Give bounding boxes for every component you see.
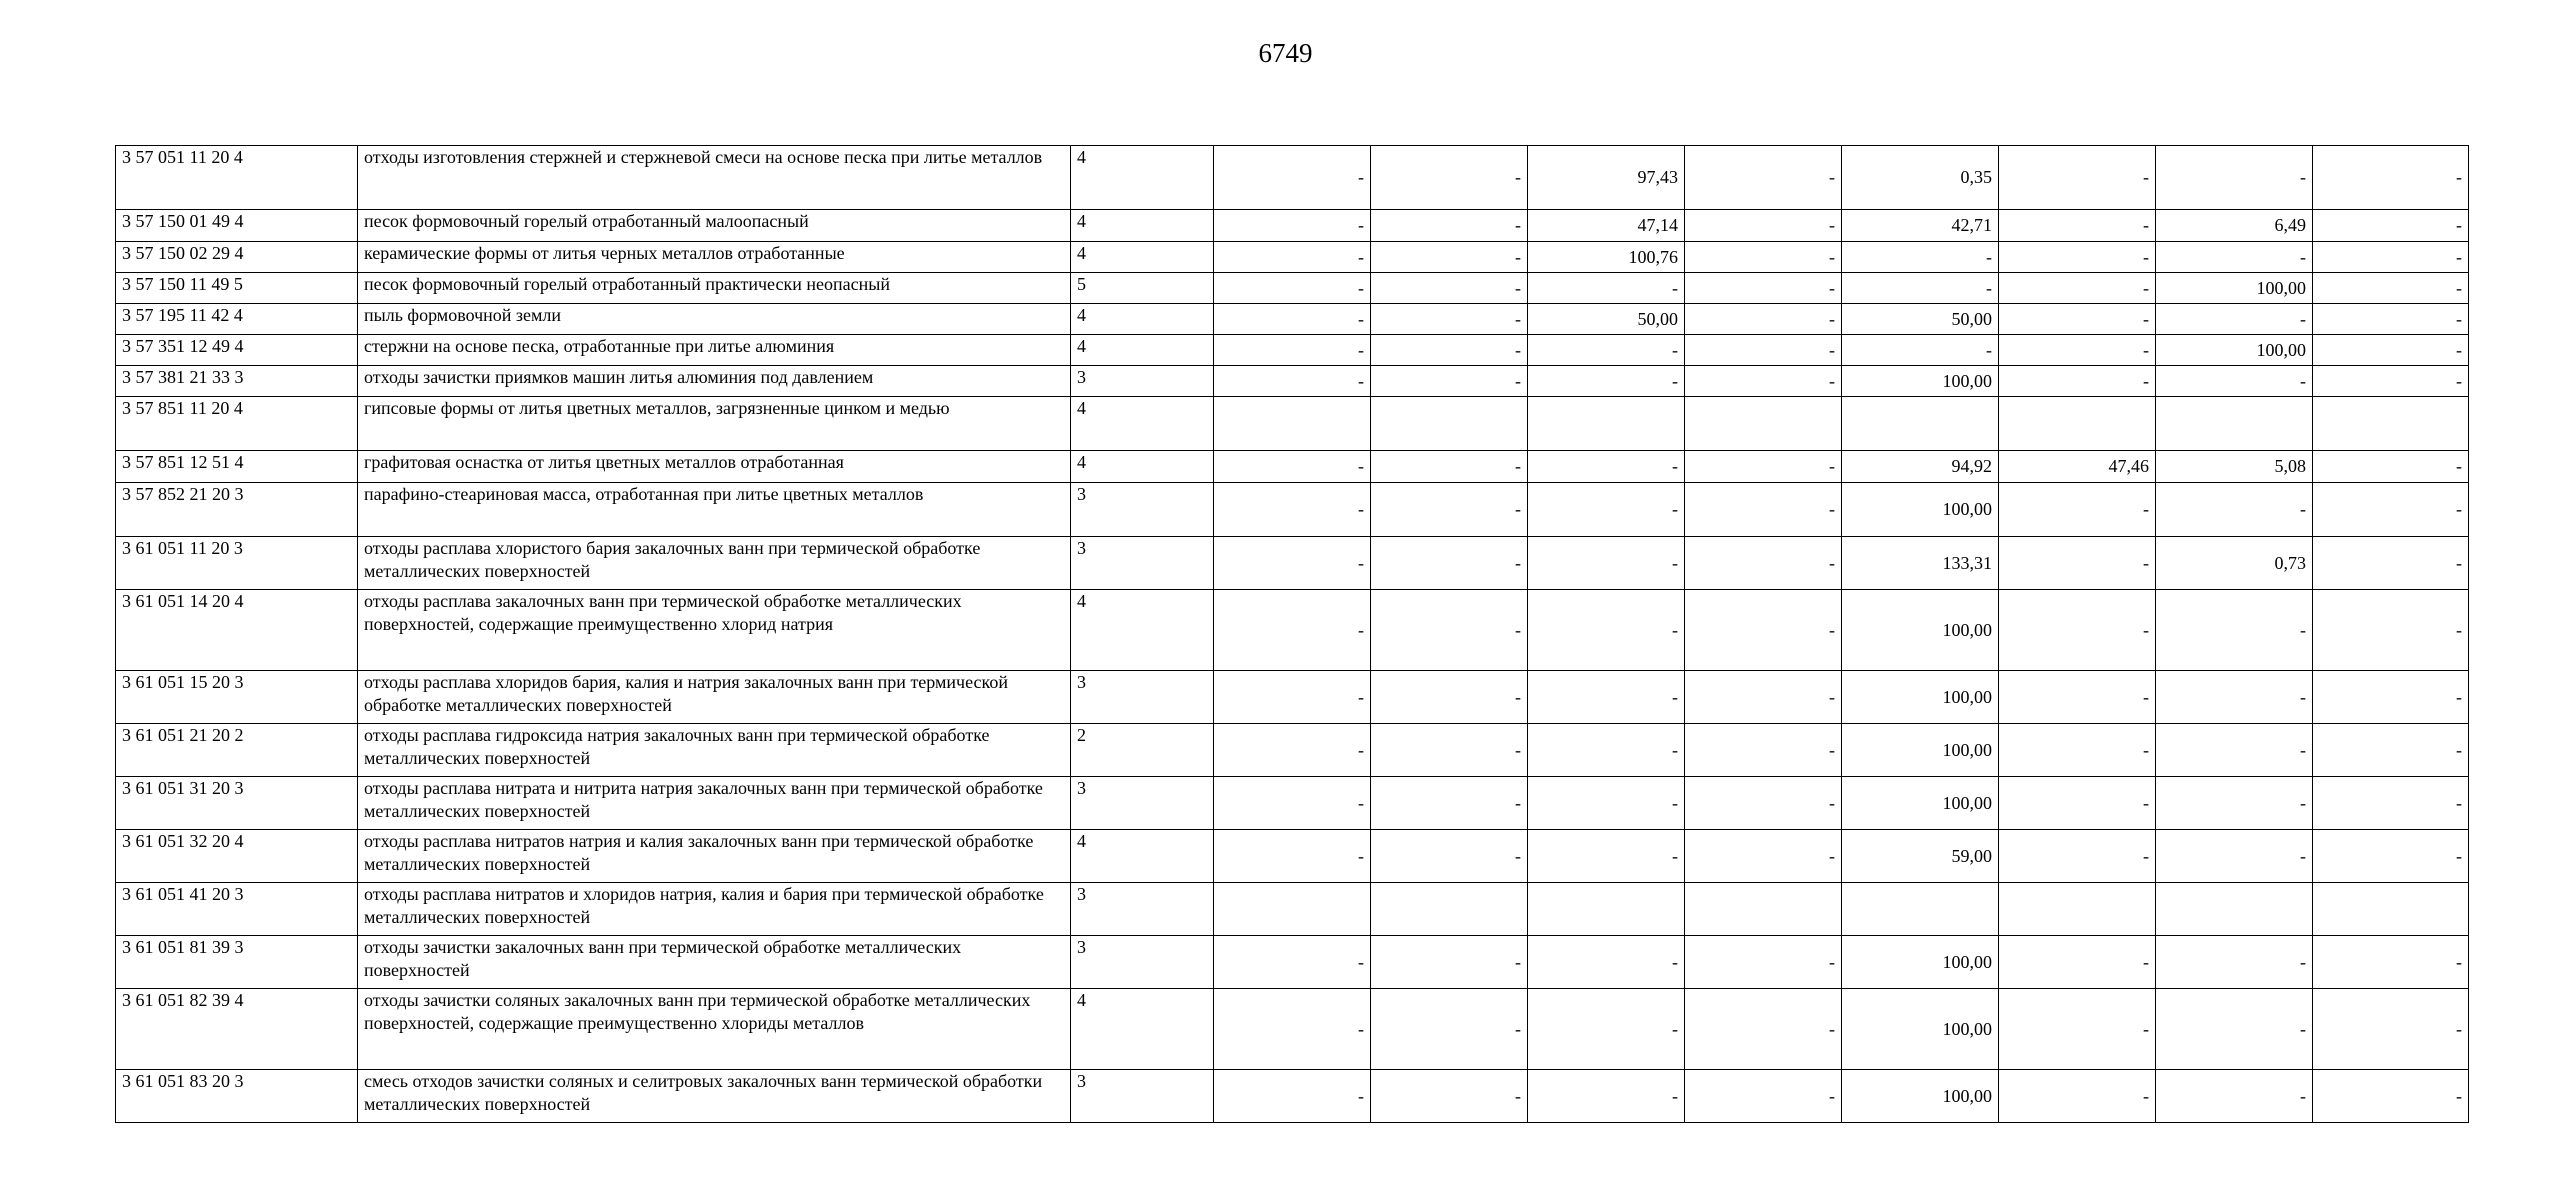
value-cell: - (2313, 989, 2469, 1070)
value-cell: - (1528, 451, 1685, 483)
hazard-class-cell: 3 (1071, 366, 1214, 397)
value-cell: - (1214, 537, 1371, 590)
value-cell: - (1528, 777, 1685, 830)
waste-name-cell: отходы расплава хлоридов бария, калия и натрия закалочных ванн при термической обработке металлических поверхностей (358, 671, 1071, 724)
hazard-class-cell: 3 (1071, 936, 1214, 989)
value-cell: - (1528, 830, 1685, 883)
value-cell: - (1214, 451, 1371, 483)
waste-name-cell: отходы зачистки закалочных ванн при термической обработке металлических поверхностей (358, 936, 1071, 989)
value-cell: - (1999, 1070, 2156, 1123)
value-cell: - (2313, 777, 2469, 830)
waste-code-cell: 3 61 051 11 20 3 (116, 537, 358, 590)
value-cell: - (1528, 335, 1685, 366)
value-cell: - (1528, 671, 1685, 724)
value-cell (2313, 883, 2469, 936)
table-row (116, 366, 2469, 397)
value-cell (2156, 397, 2313, 451)
waste-code-cell: 3 57 851 12 51 4 (116, 451, 358, 483)
value-cell: - (1685, 671, 1842, 724)
value-cell: 47,14 (1528, 210, 1685, 242)
table-row (116, 936, 2469, 989)
value-cell (1999, 883, 2156, 936)
table-row (116, 830, 2469, 883)
table-body (116, 146, 2469, 1123)
table-row (116, 777, 2469, 830)
value-cell: - (1214, 989, 1371, 1070)
hazard-class-cell: 3 (1071, 883, 1214, 936)
value-cell: - (1528, 590, 1685, 671)
value-cell: - (1999, 537, 2156, 590)
hazard-class-cell: 4 (1071, 397, 1214, 451)
value-cell: - (1685, 146, 1842, 210)
waste-name-cell: отходы изготовления стержней и стержневой смеси на основе песка при литье металлов (358, 146, 1071, 210)
value-cell: - (2313, 724, 2469, 777)
value-cell: - (1214, 936, 1371, 989)
value-cell: - (1214, 210, 1371, 242)
table-row (116, 671, 2469, 724)
value-cell: - (1214, 830, 1371, 883)
table-row (116, 335, 2469, 366)
waste-code-cell: 3 57 150 02 29 4 (116, 242, 358, 273)
value-cell: 100,00 (1842, 989, 1999, 1070)
table-row (116, 146, 2469, 210)
waste-code-cell: 3 57 150 01 49 4 (116, 210, 358, 242)
waste-code-cell: 3 57 381 21 33 3 (116, 366, 358, 397)
value-cell: - (1685, 210, 1842, 242)
value-cell: - (2313, 210, 2469, 242)
value-cell: - (2313, 366, 2469, 397)
value-cell: - (2313, 273, 2469, 304)
value-cell: - (2156, 936, 2313, 989)
value-cell: - (2313, 335, 2469, 366)
value-cell: 94,92 (1842, 451, 1999, 483)
value-cell: - (1371, 210, 1528, 242)
value-cell: - (2313, 242, 2469, 273)
value-cell: 100,00 (2156, 335, 2313, 366)
value-cell: 0,35 (1842, 146, 1999, 210)
value-cell: 6,49 (2156, 210, 2313, 242)
waste-name-cell: отходы зачистки приямков машин литья алюминия под давлением (358, 366, 1071, 397)
value-cell: - (1214, 146, 1371, 210)
waste-code-cell: 3 61 051 32 20 4 (116, 830, 358, 883)
value-cell: - (1685, 724, 1842, 777)
value-cell: - (1685, 830, 1842, 883)
value-cell: 50,00 (1842, 304, 1999, 335)
value-cell: - (2156, 671, 2313, 724)
value-cell: - (1371, 830, 1528, 883)
value-cell: - (1528, 724, 1685, 777)
waste-code-cell: 3 57 851 11 20 4 (116, 397, 358, 451)
hazard-class-cell: 4 (1071, 210, 1214, 242)
waste-code-cell: 3 57 195 11 42 4 (116, 304, 358, 335)
value-cell (1528, 883, 1685, 936)
value-cell: - (1999, 273, 2156, 304)
value-cell: - (1371, 1070, 1528, 1123)
value-cell: 59,00 (1842, 830, 1999, 883)
value-cell: - (1371, 451, 1528, 483)
waste-name-cell: парафино-стеариновая масса, отработанная при литье цветных металлов (358, 483, 1071, 537)
hazard-class-cell: 4 (1071, 989, 1214, 1070)
value-cell: - (2156, 483, 2313, 537)
value-cell: - (1999, 590, 2156, 671)
value-cell: - (1371, 724, 1528, 777)
value-cell: - (1685, 936, 1842, 989)
value-cell (1842, 883, 1999, 936)
value-cell: - (1842, 335, 1999, 366)
table-row (116, 989, 2469, 1070)
waste-name-cell: гипсовые формы от литья цветных металлов, загрязненные цинком и медью (358, 397, 1071, 451)
value-cell: 100,00 (1842, 671, 1999, 724)
waste-name-cell: отходы зачистки соляных закалочных ванн при термической обработке металлических поверхностей, содержащие преимущественно хлориды металлов (358, 989, 1071, 1070)
value-cell: - (1214, 242, 1371, 273)
hazard-class-cell: 4 (1071, 451, 1214, 483)
value-cell: - (1685, 537, 1842, 590)
value-cell: - (1999, 936, 2156, 989)
value-cell (2313, 397, 2469, 451)
value-cell: - (1371, 273, 1528, 304)
table-row (116, 304, 2469, 335)
waste-name-cell: графитовая оснастка от литья цветных металлов отработанная (358, 451, 1071, 483)
value-cell: - (1528, 989, 1685, 1070)
value-cell: - (2156, 146, 2313, 210)
hazard-class-cell: 3 (1071, 537, 1214, 590)
waste-code-cell: 3 57 051 11 20 4 (116, 146, 358, 210)
table-row (116, 724, 2469, 777)
value-cell: - (2156, 590, 2313, 671)
value-cell: - (1214, 273, 1371, 304)
waste-name-cell: отходы расплава гидроксида натрия закалочных ванн при термической обработке металлических поверхностей (358, 724, 1071, 777)
value-cell: - (1528, 366, 1685, 397)
waste-code-cell: 3 57 351 12 49 4 (116, 335, 358, 366)
value-cell: - (1685, 366, 1842, 397)
value-cell: - (1371, 483, 1528, 537)
value-cell: - (2156, 777, 2313, 830)
value-cell: - (2313, 537, 2469, 590)
value-cell: - (1685, 335, 1842, 366)
value-cell: 100,00 (1842, 590, 1999, 671)
value-cell: 133,31 (1842, 537, 1999, 590)
value-cell: - (1999, 146, 2156, 210)
value-cell (1214, 883, 1371, 936)
value-cell (2156, 883, 2313, 936)
value-cell: - (1999, 777, 2156, 830)
value-cell: - (1214, 366, 1371, 397)
waste-code-cell: 3 61 051 81 39 3 (116, 936, 358, 989)
value-cell: - (1842, 242, 1999, 273)
value-cell: 42,71 (1842, 210, 1999, 242)
value-cell: - (1685, 777, 1842, 830)
table-row (116, 451, 2469, 483)
value-cell: - (1999, 242, 2156, 273)
value-cell: - (1685, 451, 1842, 483)
waste-name-cell: отходы расплава нитрата и нитрита натрия закалочных ванн при термической обработке металлических поверхностей (358, 777, 1071, 830)
value-cell: 97,43 (1528, 146, 1685, 210)
hazard-class-cell: 3 (1071, 671, 1214, 724)
value-cell: - (1371, 537, 1528, 590)
waste-name-cell: отходы расплава нитратов и хлоридов натрия, калия и бария при термической обработке металлических поверхностей (358, 883, 1071, 936)
waste-name-cell: керамические формы от литья черных металлов отработанные (358, 242, 1071, 273)
hazard-class-cell: 2 (1071, 724, 1214, 777)
value-cell: - (2313, 830, 2469, 883)
table-row (116, 1070, 2469, 1123)
value-cell: 100,00 (2156, 273, 2313, 304)
table-row (116, 537, 2469, 590)
value-cell: - (2313, 671, 2469, 724)
hazard-class-cell: 3 (1071, 777, 1214, 830)
value-cell: - (2313, 304, 2469, 335)
value-cell: - (1371, 671, 1528, 724)
waste-code-cell: 3 61 051 21 20 2 (116, 724, 358, 777)
value-cell: - (2156, 242, 2313, 273)
hazard-class-cell: 4 (1071, 304, 1214, 335)
waste-code-cell: 3 61 051 15 20 3 (116, 671, 358, 724)
value-cell: - (2313, 936, 2469, 989)
hazard-class-cell: 3 (1071, 1070, 1214, 1123)
table-row (116, 242, 2469, 273)
value-cell: - (1214, 304, 1371, 335)
value-cell: - (2156, 830, 2313, 883)
value-cell: 100,00 (1842, 366, 1999, 397)
value-cell: - (1371, 366, 1528, 397)
hazard-class-cell: 4 (1071, 146, 1214, 210)
hazard-class-cell: 4 (1071, 830, 1214, 883)
value-cell: - (1214, 671, 1371, 724)
value-cell: - (2156, 366, 2313, 397)
waste-name-cell: смесь отходов зачистки соляных и селитровых закалочных ванн термической обработки металлических поверхностей (358, 1070, 1071, 1123)
value-cell: - (1999, 366, 2156, 397)
value-cell: - (1371, 989, 1528, 1070)
value-cell: 100,00 (1842, 1070, 1999, 1123)
value-cell: - (1214, 777, 1371, 830)
waste-name-cell: песок формовочный горелый отработанный малоопасный (358, 210, 1071, 242)
value-cell: - (2156, 989, 2313, 1070)
value-cell: 100,00 (1842, 483, 1999, 537)
table-row (116, 483, 2469, 537)
value-cell: - (1371, 242, 1528, 273)
value-cell: - (1685, 989, 1842, 1070)
value-cell: - (1214, 590, 1371, 671)
table-row (116, 590, 2469, 671)
value-cell: 100,76 (1528, 242, 1685, 273)
value-cell: - (1371, 936, 1528, 989)
table-row (116, 397, 2469, 451)
value-cell: - (2313, 146, 2469, 210)
value-cell: - (2313, 451, 2469, 483)
table-row (116, 883, 2469, 936)
value-cell: - (1999, 483, 2156, 537)
value-cell: - (1371, 777, 1528, 830)
hazard-class-cell: 5 (1071, 273, 1214, 304)
value-cell (1842, 397, 1999, 451)
value-cell: 0,73 (2156, 537, 2313, 590)
value-cell: - (1685, 1070, 1842, 1123)
value-cell: - (1214, 1070, 1371, 1123)
value-cell (1214, 397, 1371, 451)
waste-name-cell: стержни на основе песка, отработанные при литье алюминия (358, 335, 1071, 366)
value-cell: - (1999, 335, 2156, 366)
value-cell: - (1999, 304, 2156, 335)
hazard-class-cell: 4 (1071, 590, 1214, 671)
value-cell (1528, 397, 1685, 451)
value-cell: - (1371, 335, 1528, 366)
waste-code-cell: 3 61 051 41 20 3 (116, 883, 358, 936)
value-cell: 100,00 (1842, 724, 1999, 777)
value-cell (1371, 397, 1528, 451)
value-cell: - (1685, 242, 1842, 273)
value-cell: - (1685, 273, 1842, 304)
hazard-class-cell: 4 (1071, 242, 1214, 273)
hazard-class-cell: 3 (1071, 483, 1214, 537)
value-cell: - (1842, 273, 1999, 304)
value-cell: - (2313, 590, 2469, 671)
value-cell: - (2156, 304, 2313, 335)
value-cell: - (1528, 936, 1685, 989)
value-cell: - (1371, 304, 1528, 335)
value-cell: - (1528, 483, 1685, 537)
waste-code-cell: 3 61 051 31 20 3 (116, 777, 358, 830)
value-cell: - (2313, 1070, 2469, 1123)
value-cell: 47,46 (1999, 451, 2156, 483)
value-cell: - (1685, 590, 1842, 671)
value-cell: - (1214, 335, 1371, 366)
value-cell (1999, 397, 2156, 451)
value-cell (1685, 883, 1842, 936)
value-cell: - (1528, 1070, 1685, 1123)
waste-code-cell: 3 57 852 21 20 3 (116, 483, 358, 537)
value-cell: - (1528, 537, 1685, 590)
value-cell: 100,00 (1842, 777, 1999, 830)
value-cell: - (1528, 273, 1685, 304)
value-cell: - (1999, 210, 2156, 242)
waste-name-cell: отходы расплава закалочных ванн при термической обработке металлических поверхностей, содержащие преимущественно хлорид натрия (358, 590, 1071, 671)
value-cell: - (1371, 590, 1528, 671)
waste-name-cell: песок формовочный горелый отработанный практически неопасный (358, 273, 1071, 304)
waste-table (115, 145, 2469, 1123)
value-cell: - (1999, 724, 2156, 777)
value-cell: - (1999, 830, 2156, 883)
value-cell (1685, 397, 1842, 451)
waste-code-cell: 3 57 150 11 49 5 (116, 273, 358, 304)
waste-name-cell: отходы расплава хлористого бария закалочных ванн при термической обработке металлических поверхностей (358, 537, 1071, 590)
value-cell: - (1371, 146, 1528, 210)
value-cell: - (2313, 483, 2469, 537)
value-cell: - (2156, 724, 2313, 777)
value-cell: - (1685, 304, 1842, 335)
waste-code-cell: 3 61 051 82 39 4 (116, 989, 358, 1070)
value-cell: 5,08 (2156, 451, 2313, 483)
hazard-class-cell: 4 (1071, 335, 1214, 366)
waste-code-cell: 3 61 051 14 20 4 (116, 590, 358, 671)
value-cell (1371, 883, 1528, 936)
page-number: 6749 (1258, 38, 1313, 68)
value-cell: - (1999, 671, 2156, 724)
value-cell: - (1999, 989, 2156, 1070)
table-row (116, 273, 2469, 304)
waste-code-cell: 3 61 051 83 20 3 (116, 1070, 358, 1123)
waste-name-cell: отходы расплава нитратов натрия и калия закалочных ванн при термической обработке металлических поверхностей (358, 830, 1071, 883)
value-cell: - (1685, 483, 1842, 537)
value-cell: - (1214, 724, 1371, 777)
value-cell: 50,00 (1528, 304, 1685, 335)
value-cell: 100,00 (1842, 936, 1999, 989)
value-cell: - (2156, 1070, 2313, 1123)
waste-name-cell: пыль формовочной земли (358, 304, 1071, 335)
table-row (116, 210, 2469, 242)
value-cell: - (1214, 483, 1371, 537)
